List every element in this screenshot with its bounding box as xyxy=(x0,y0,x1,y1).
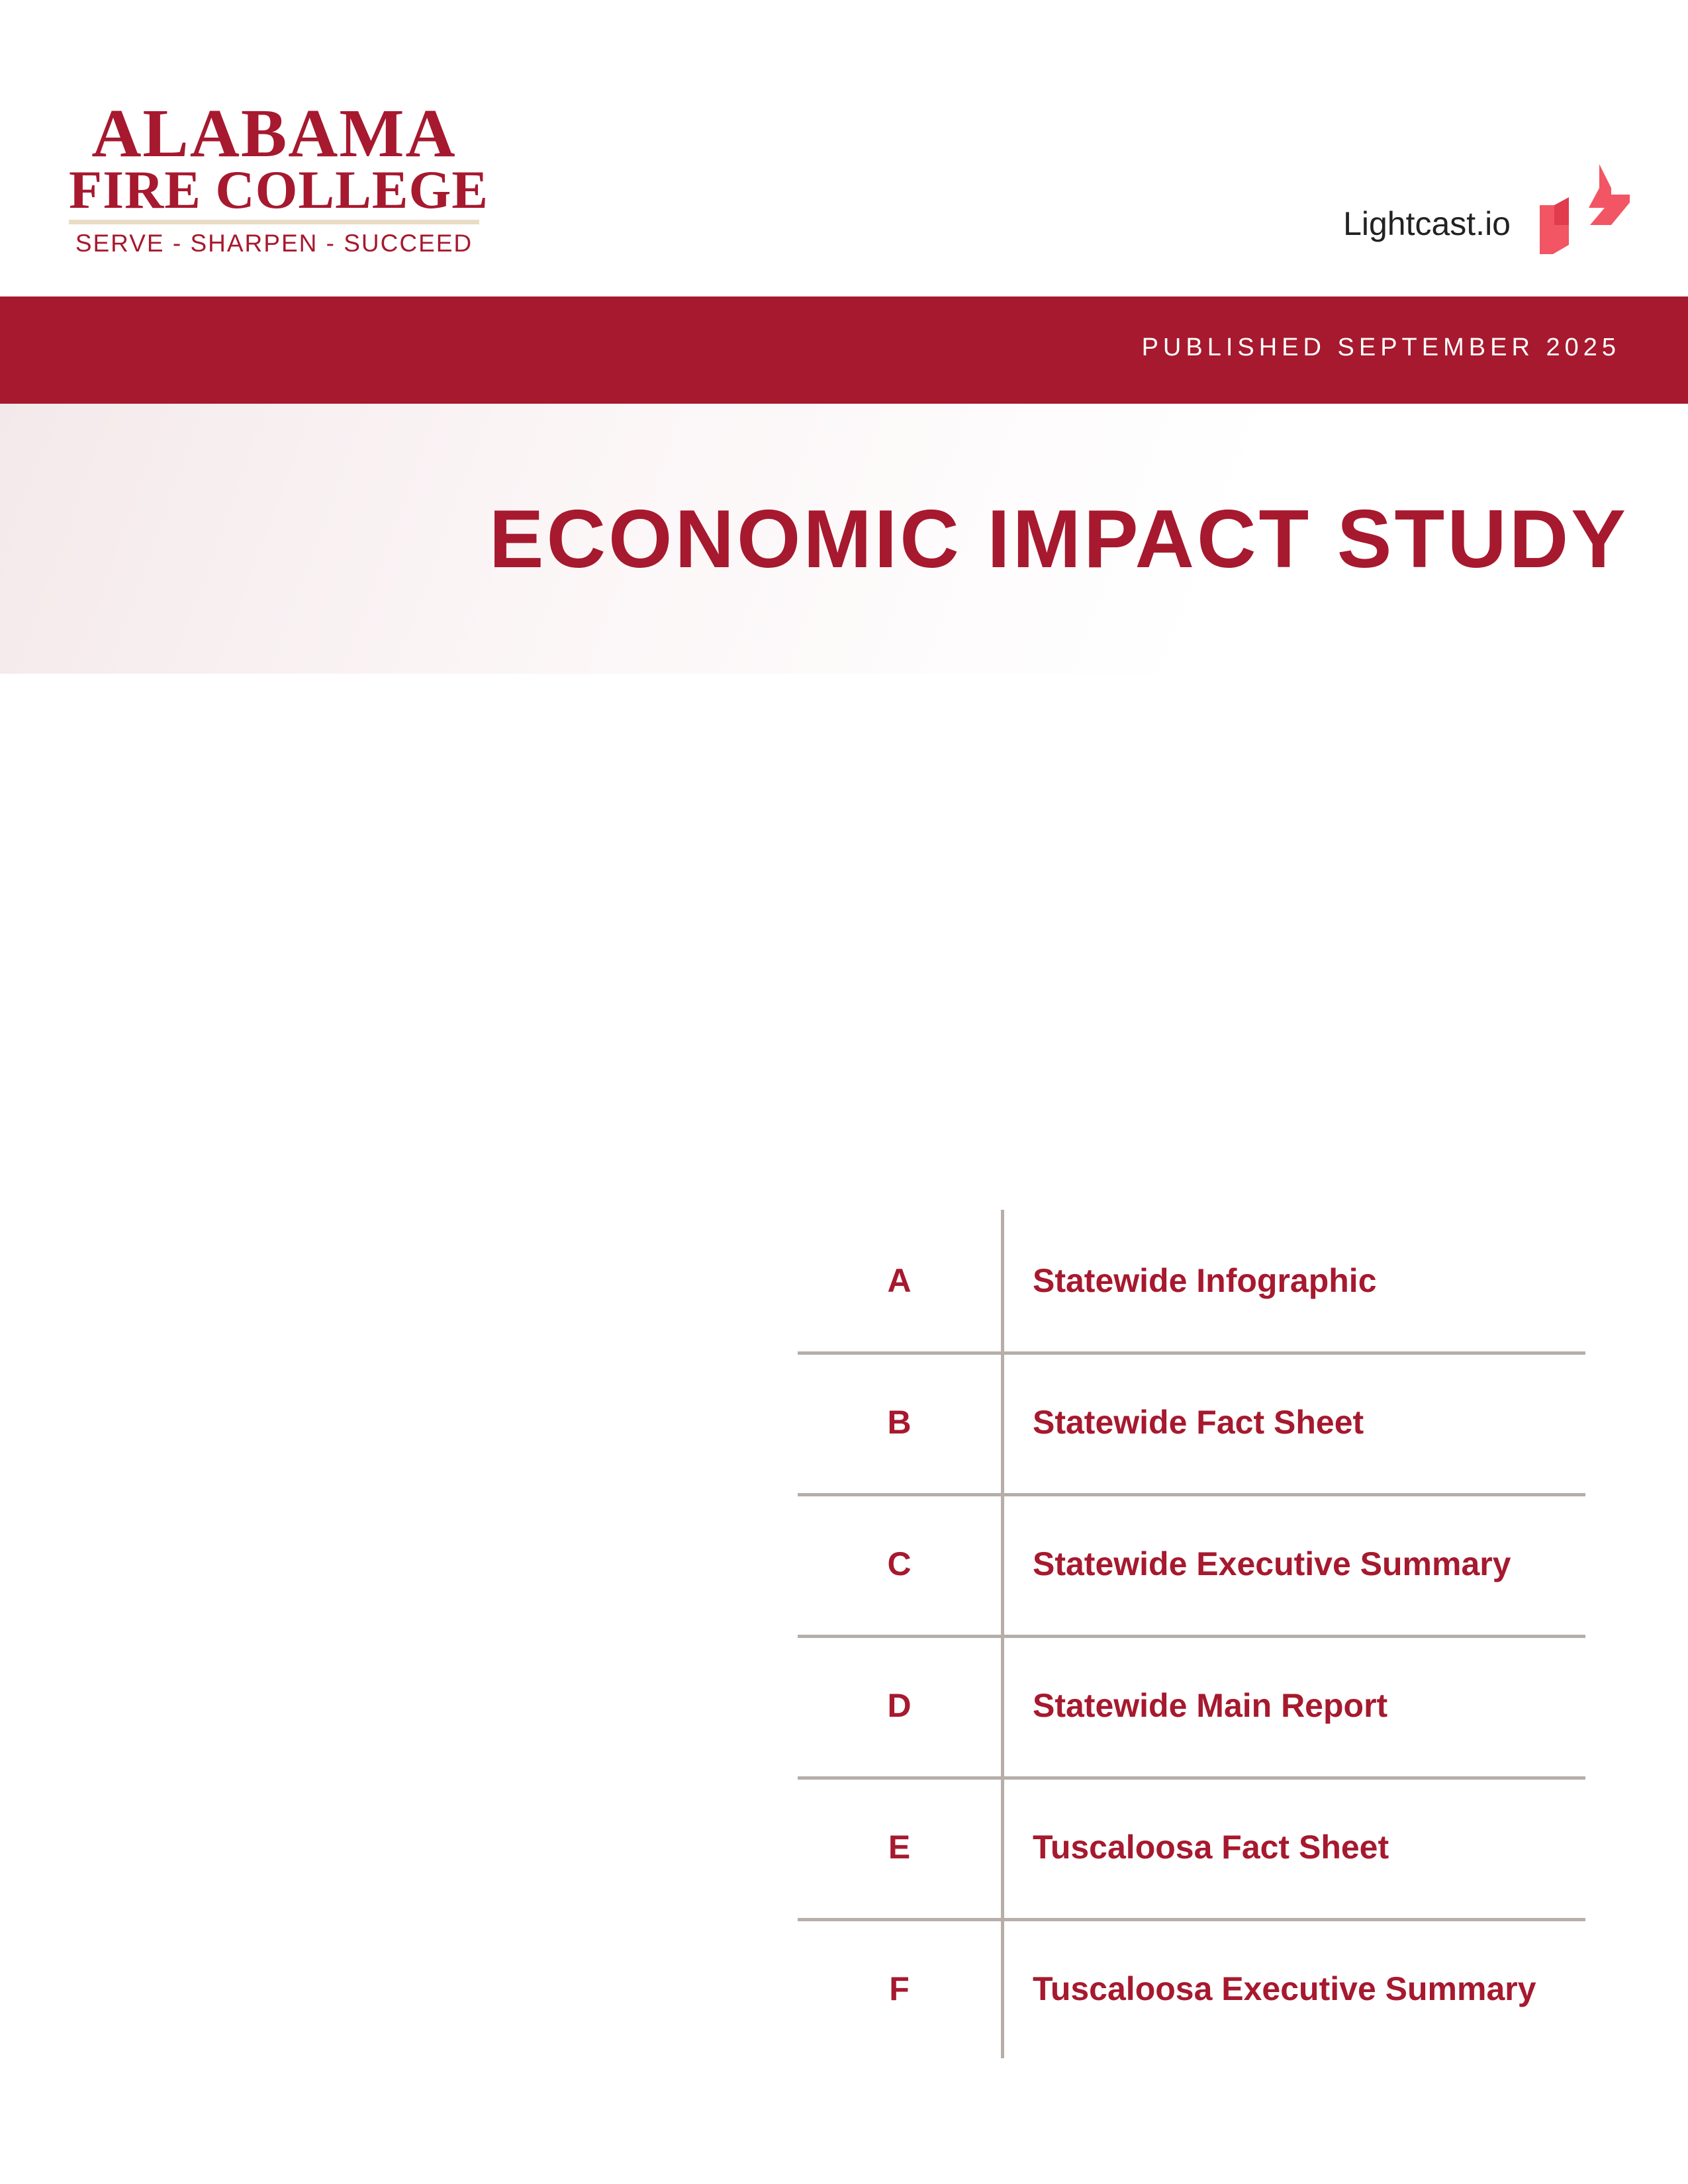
toc-item[interactable] xyxy=(798,1918,1585,2060)
published-date: PUBLISHED SEPTEMBER 2025 xyxy=(1141,334,1620,361)
toc-item-letter: A xyxy=(887,1262,912,1299)
toc-item-label: Statewide Infographic xyxy=(1033,1262,1377,1299)
toc-item[interactable] xyxy=(798,1776,1585,1921)
logo-wordmark-line2: FIRE COLLEGE xyxy=(69,159,489,220)
toc-vertical-divider xyxy=(1001,1210,1004,2058)
toc-item-label: Tuscaloosa Fact Sheet xyxy=(1033,1829,1389,1866)
published-banner xyxy=(0,296,1688,404)
logo-rule xyxy=(69,220,479,224)
title-band xyxy=(0,404,1688,674)
toc-item-letter: F xyxy=(889,1970,910,2007)
toc-item-label: Statewide Main Report xyxy=(1033,1687,1388,1724)
toc-item[interactable] xyxy=(798,1493,1585,1638)
lightcast-logo-icon xyxy=(1540,164,1630,254)
toc-item-letter: E xyxy=(888,1829,911,1866)
logo-tagline: SERVE - SHARPEN - SUCCEED xyxy=(75,230,473,257)
toc-item-label: Tuscaloosa Executive Summary xyxy=(1033,1970,1536,2007)
logo-wordmark-line1: ALABAMA xyxy=(91,95,457,171)
toc-item-letter: B xyxy=(887,1404,912,1441)
toc-item-label: Statewide Fact Sheet xyxy=(1033,1404,1364,1441)
toc-item-letter: C xyxy=(887,1545,912,1582)
toc-item[interactable] xyxy=(798,1210,1585,1355)
toc-item-letter: D xyxy=(887,1687,912,1724)
document-title: ECONOMIC IMPACT STUDY xyxy=(489,494,1628,585)
toc-item-label: Statewide Executive Summary xyxy=(1033,1545,1511,1582)
lightcast-link[interactable]: Lightcast.io xyxy=(1343,205,1511,242)
toc-item[interactable] xyxy=(798,1351,1585,1496)
toc-item[interactable] xyxy=(798,1635,1585,1780)
